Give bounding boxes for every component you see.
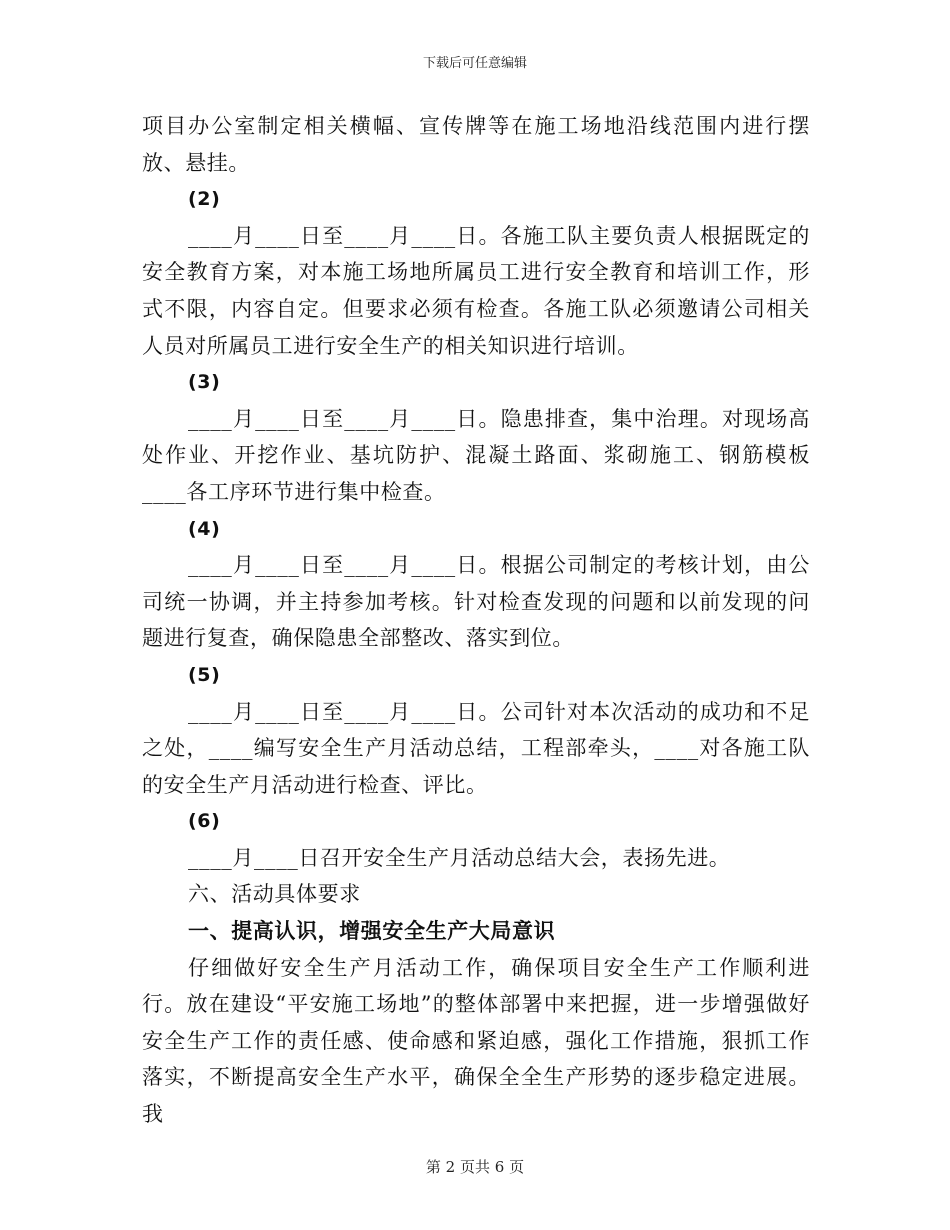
paragraph: ____月____日至____月____日。公司针对本次活动的成功和不足之处，____编写安全生产月活动总结，工程部牵头，____对各施工队的安全生产月活动进行检查、评比。	[142, 699, 810, 797]
paragraph: ____月____日召开安全生产月活动总结大会，表扬先进。	[188, 845, 731, 870]
item-number: (5)	[188, 663, 221, 686]
item-number: (6)	[188, 810, 221, 833]
document-body	[142, 108, 810, 1133]
paragraph: 仔细做好安全生产月活动工作，确保项目安全生产工作顺利进行。放在建设“平安施工场地”的整体部署中来把握，进一步增强做好安全生产工作的责任感、使命感和紧迫感，强化工作措施，狠抓工作落实，不断提高安全生产水平，确保全全生产形势的逐步稳定进展。我	[142, 955, 810, 1127]
subsection-heading: 一、提高认识，增强安全生产大局意识	[188, 918, 556, 944]
item-number: (3)	[188, 371, 221, 394]
item-number: (2)	[188, 188, 221, 211]
paragraph: ____月____日至____月____日。各施工队主要负责人根据既定的安全教育方案，对本施工场地所属员工进行安全教育和培训工作，形式不限，内容自定。但要求必须有检查。各施工队必须邀请公司相关人员对所属员工进行安全生产的相关知识进行培训。	[142, 223, 810, 358]
section-heading: 六、活动具体要求	[188, 882, 361, 907]
page-header: 下载后可任意编辑	[422, 56, 527, 71]
page-footer: 第 2 页共 6 页	[425, 1158, 525, 1176]
item-number: (4)	[188, 517, 221, 540]
paragraph: ____月____日至____月____日。隐患排查，集中治理。对现场高处作业、开挖作业、基坑防护、混凝土路面、浆砌施工、钢筋模板____各工序环节进行集中检查。	[142, 406, 810, 504]
paragraph: ____月____日至____月____日。根据公司制定的考核计划，由公司统一协调，并主持参加考核。针对检查发现的问题和以前发现的问题进行复查，确保隐患全部整改、落实到位。	[142, 553, 810, 651]
paragraph: 项目办公室制定相关横幅、宣传牌等在施工场地沿线范围内进行摆放、悬挂。	[142, 114, 810, 175]
